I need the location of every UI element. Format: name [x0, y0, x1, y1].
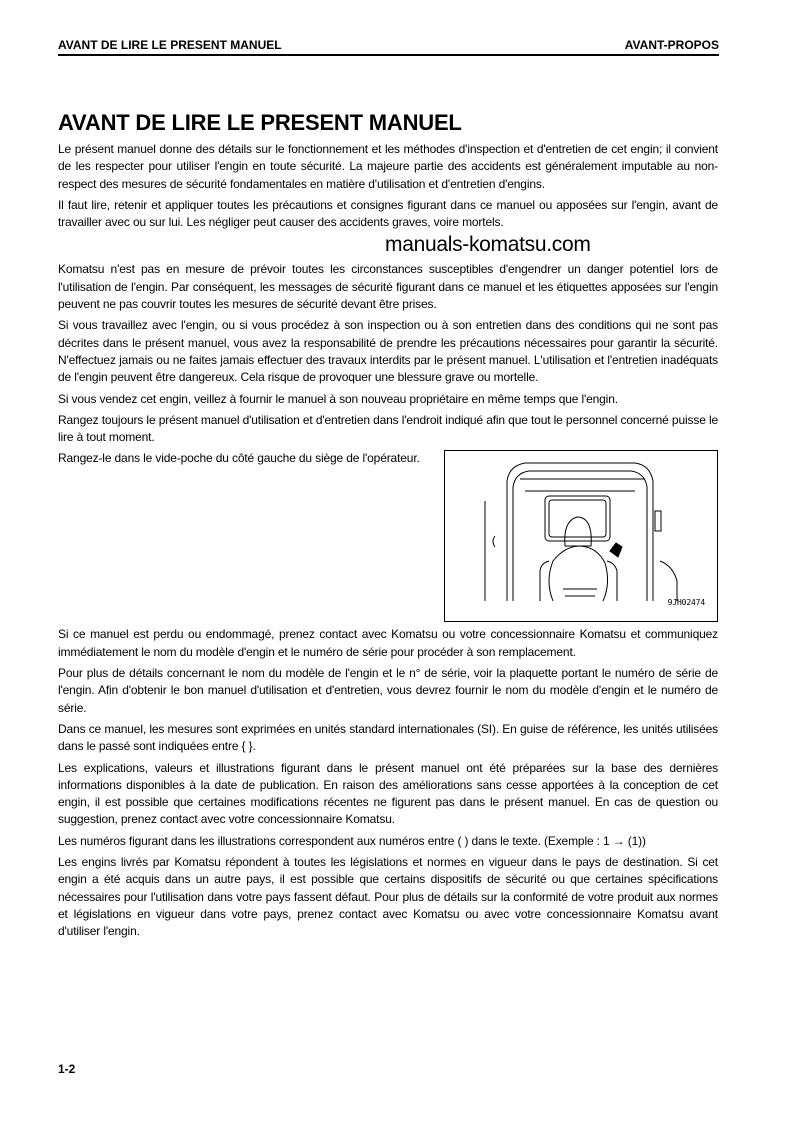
- header-left: AVANT DE LIRE LE PRESENT MANUEL: [58, 38, 282, 52]
- paragraph: Dans ce manuel, les mesures sont exprimées en unités standard internationales (SI). En guise de référence, les unités utilisées dans le passé sont indiquées entre { }.: [58, 721, 718, 754]
- paragraph: Les numéros figurant dans les illustrations correspondent aux numéros entre ( ) dans le texte. (Exemple : 1 → (1)): [58, 833, 646, 848]
- watermark: manuals-komatsu.com: [385, 233, 591, 257]
- paragraph: Si vous vendez cet engin, veillez à fournir le manuel à son nouveau propriétaire en même temps que l'engin.: [58, 391, 618, 406]
- paragraph: Pour plus de détails concernant le nom du modèle de l'engin et le n° de série, voir la plaquette portant le numéro de série de l'engin. Afin d'obtenir le bon manuel d'utilisation et d'entretien, vous devrez fournir le nom du modèle d'engin et le numéro de série.: [58, 666, 718, 715]
- page-title: AVANT DE LIRE LE PRESENT MANUEL: [58, 110, 462, 135]
- paragraph: Il faut lire, retenir et appliquer toutes les précautions et consignes figurant dans ce manuel ou apposées sur l'engin, avant de travailler avec ou sur lui. Les négliger peut causer des accidents graves, voire mortels.: [58, 197, 718, 230]
- paragraph: Si ce manuel est perdu ou endommagé, prenez contact avec Komatsu ou votre concessionnaire Komatsu et communiquez immédiatement le nom du modèle d'engin et le numéro de série pour procéder à son remplacement.: [58, 627, 718, 659]
- paragraph: Les explications, valeurs et illustrations figurant dans le présent manuel ont été préparées sur la base des dernières informations disponibles à la date de publication. En raison des améliorations sans cesse apportées à la conception de cet engin, il est possible que certaines modifications récentes ne figurent pas dans le présent manuel. En cas de question ou suggestion, prenez contact avec votre concessionnaire Komatsu.: [58, 760, 718, 827]
- paragraph: Le présent manuel donne des détails sur le fonctionnement et les méthodes d'inspection et d'entretien de cet engin; il convient de les respecter pour utiliser l'engin en toute sécurité. La majeure partie des accidents est généralement imputable au non-respect des mesures de sécurité fondamentales en matière d'utilisation et d'entretien d'engins.: [58, 142, 718, 191]
- figure-id: 9JH02474: [667, 598, 705, 608]
- cab-illustration: [444, 450, 718, 622]
- paragraph: Si vous travaillez avec l'engin, ou si vous procédez à son inspection ou à son entretien dans des conditions qui ne sont pas décrites dans le présent manuel, vous avez la responsabilité de prendre les précautions nécessaires pour garantir la sécurité. N'effectuez jamais ou ne faites jamais effectuer des travaux interdits par le présent manuel. L'utilisation et l'entretien inadéquats de l'engin peuvent être dangereux. Cela risque de provoquer une blessure grave ou mortelle.: [58, 318, 718, 385]
- header-right: AVANT-PROPOS: [624, 38, 719, 52]
- body-text: [58, 141, 718, 945]
- paragraph: Les engins livrés par Komatsu répondent à toutes les législations et normes en vigueur dans le pays de destination. Si cet engin a été acquis dans un autre pays, il est possible que certains dispositifs de sécurité ou que certaines spécifications nécessaires pour l'utilisation dans votre pays fassent défaut. Pour plus de détails sur la conformité de votre produit aux normes et législations en vigueur dans votre pays, prenez contact avec Komatsu ou avec votre concessionnaire Komatsu avant d'utiliser l'engin.: [58, 855, 718, 939]
- paragraph: Rangez-le dans le vide-poche du côté gauche du siège de l'opérateur.: [58, 451, 420, 466]
- page-number: 1-2: [58, 1062, 76, 1076]
- running-header: [58, 38, 719, 56]
- paragraph: Komatsu n'est pas en mesure de prévoir toutes les circonstances susceptibles d'engendrer un danger potentiel lors de l'utilisation de l'engin. Par conséquent, les messages de sécurité figurant dans ce manuel et les étiquettes apposées sur l'engin peuvent ne pas couvrir toutes les mesures de sécurité devant être prises.: [58, 262, 718, 312]
- paragraph: Rangez toujours le présent manuel d'utilisation et d'entretien dans l'endroit indiqué afin que tout le personnel concerné puisse le lire à tout moment.: [58, 412, 718, 445]
